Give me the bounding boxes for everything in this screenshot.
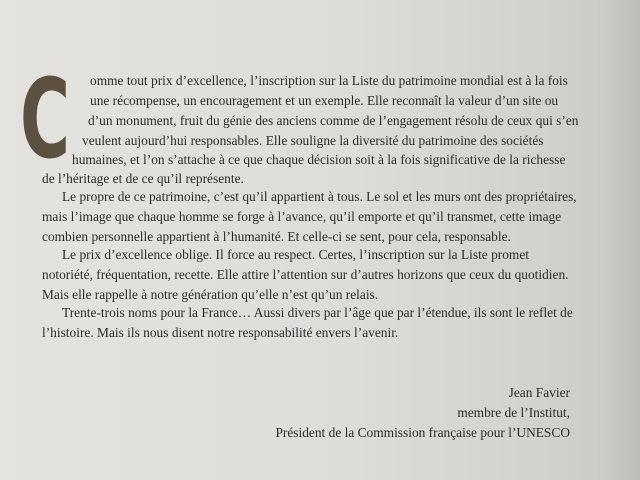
paragraph-2-line-2: mais l’image que chaque homme se forge à l’avance, qu’il emporte et qu’il transmet, cette image — [42, 209, 562, 224]
paragraph-2-line-3: combien personnelle appartient à l’humanité. Et celle-ci se sent, pour cela, responsable. — [42, 229, 511, 244]
signature-role: Président de la Commission française pour l’UNESCO — [275, 425, 570, 440]
paragraph-4-line-2: l’histoire. Mais ils nous disent notre responsabilité envers l’avenir. — [42, 325, 399, 340]
paragraph-1-line-4: veulent aujourd’hui responsables. Elle souligne la diversité du patrimoine des sociétés — [82, 133, 544, 148]
paragraph-3-line-2: notoriété, fréquentation, recette. Elle attire l’attention sur d’autres horizons que ceux du quotidien. — [42, 267, 569, 282]
paragraph-2-line-1: Le propre de ce patrimoine, c’est qu’il appartient à tous. Le sol et les murs ont des propriétaires, — [62, 189, 577, 204]
signature-name: Jean Favier — [508, 385, 570, 400]
paragraph-3-line-1: Le prix d’excellence oblige. Il force au respect. Certes, l’inscription sur la Liste promet — [62, 247, 530, 262]
paragraph-1-line-1: omme tout prix d’excellence, l’inscription sur la Liste du patrimoine mondial est à la fois — [90, 73, 568, 88]
drop-cap: C — [20, 55, 71, 183]
signature-title: membre de l’Institut, — [457, 405, 570, 420]
paragraph-3-line-3: Mais elle rappelle à notre génération qu’elle n’est qu’un relais. — [42, 287, 379, 302]
paragraph-1-line-2: une récompense, un encouragement et un exemple. Elle reconnaît la valeur d’un site ou — [90, 93, 559, 108]
paragraph-1-line-6: de l’héritage et de ce qu’il représente. — [42, 171, 244, 186]
paragraph-4-line-1: Trente-trois noms pour la France… Aussi divers par l’âge que par l’étendue, ils sont le reflet de — [62, 305, 573, 320]
paragraph-1-line-5: humaines, et l’on s’attache à ce que chaque décision soit à la fois significative de la richesse — [72, 152, 566, 167]
paragraph-1-line-3: d’un monument, fruit du génie des anciens comme de l’engagement résolu de ceux qui s’en — [88, 113, 579, 128]
